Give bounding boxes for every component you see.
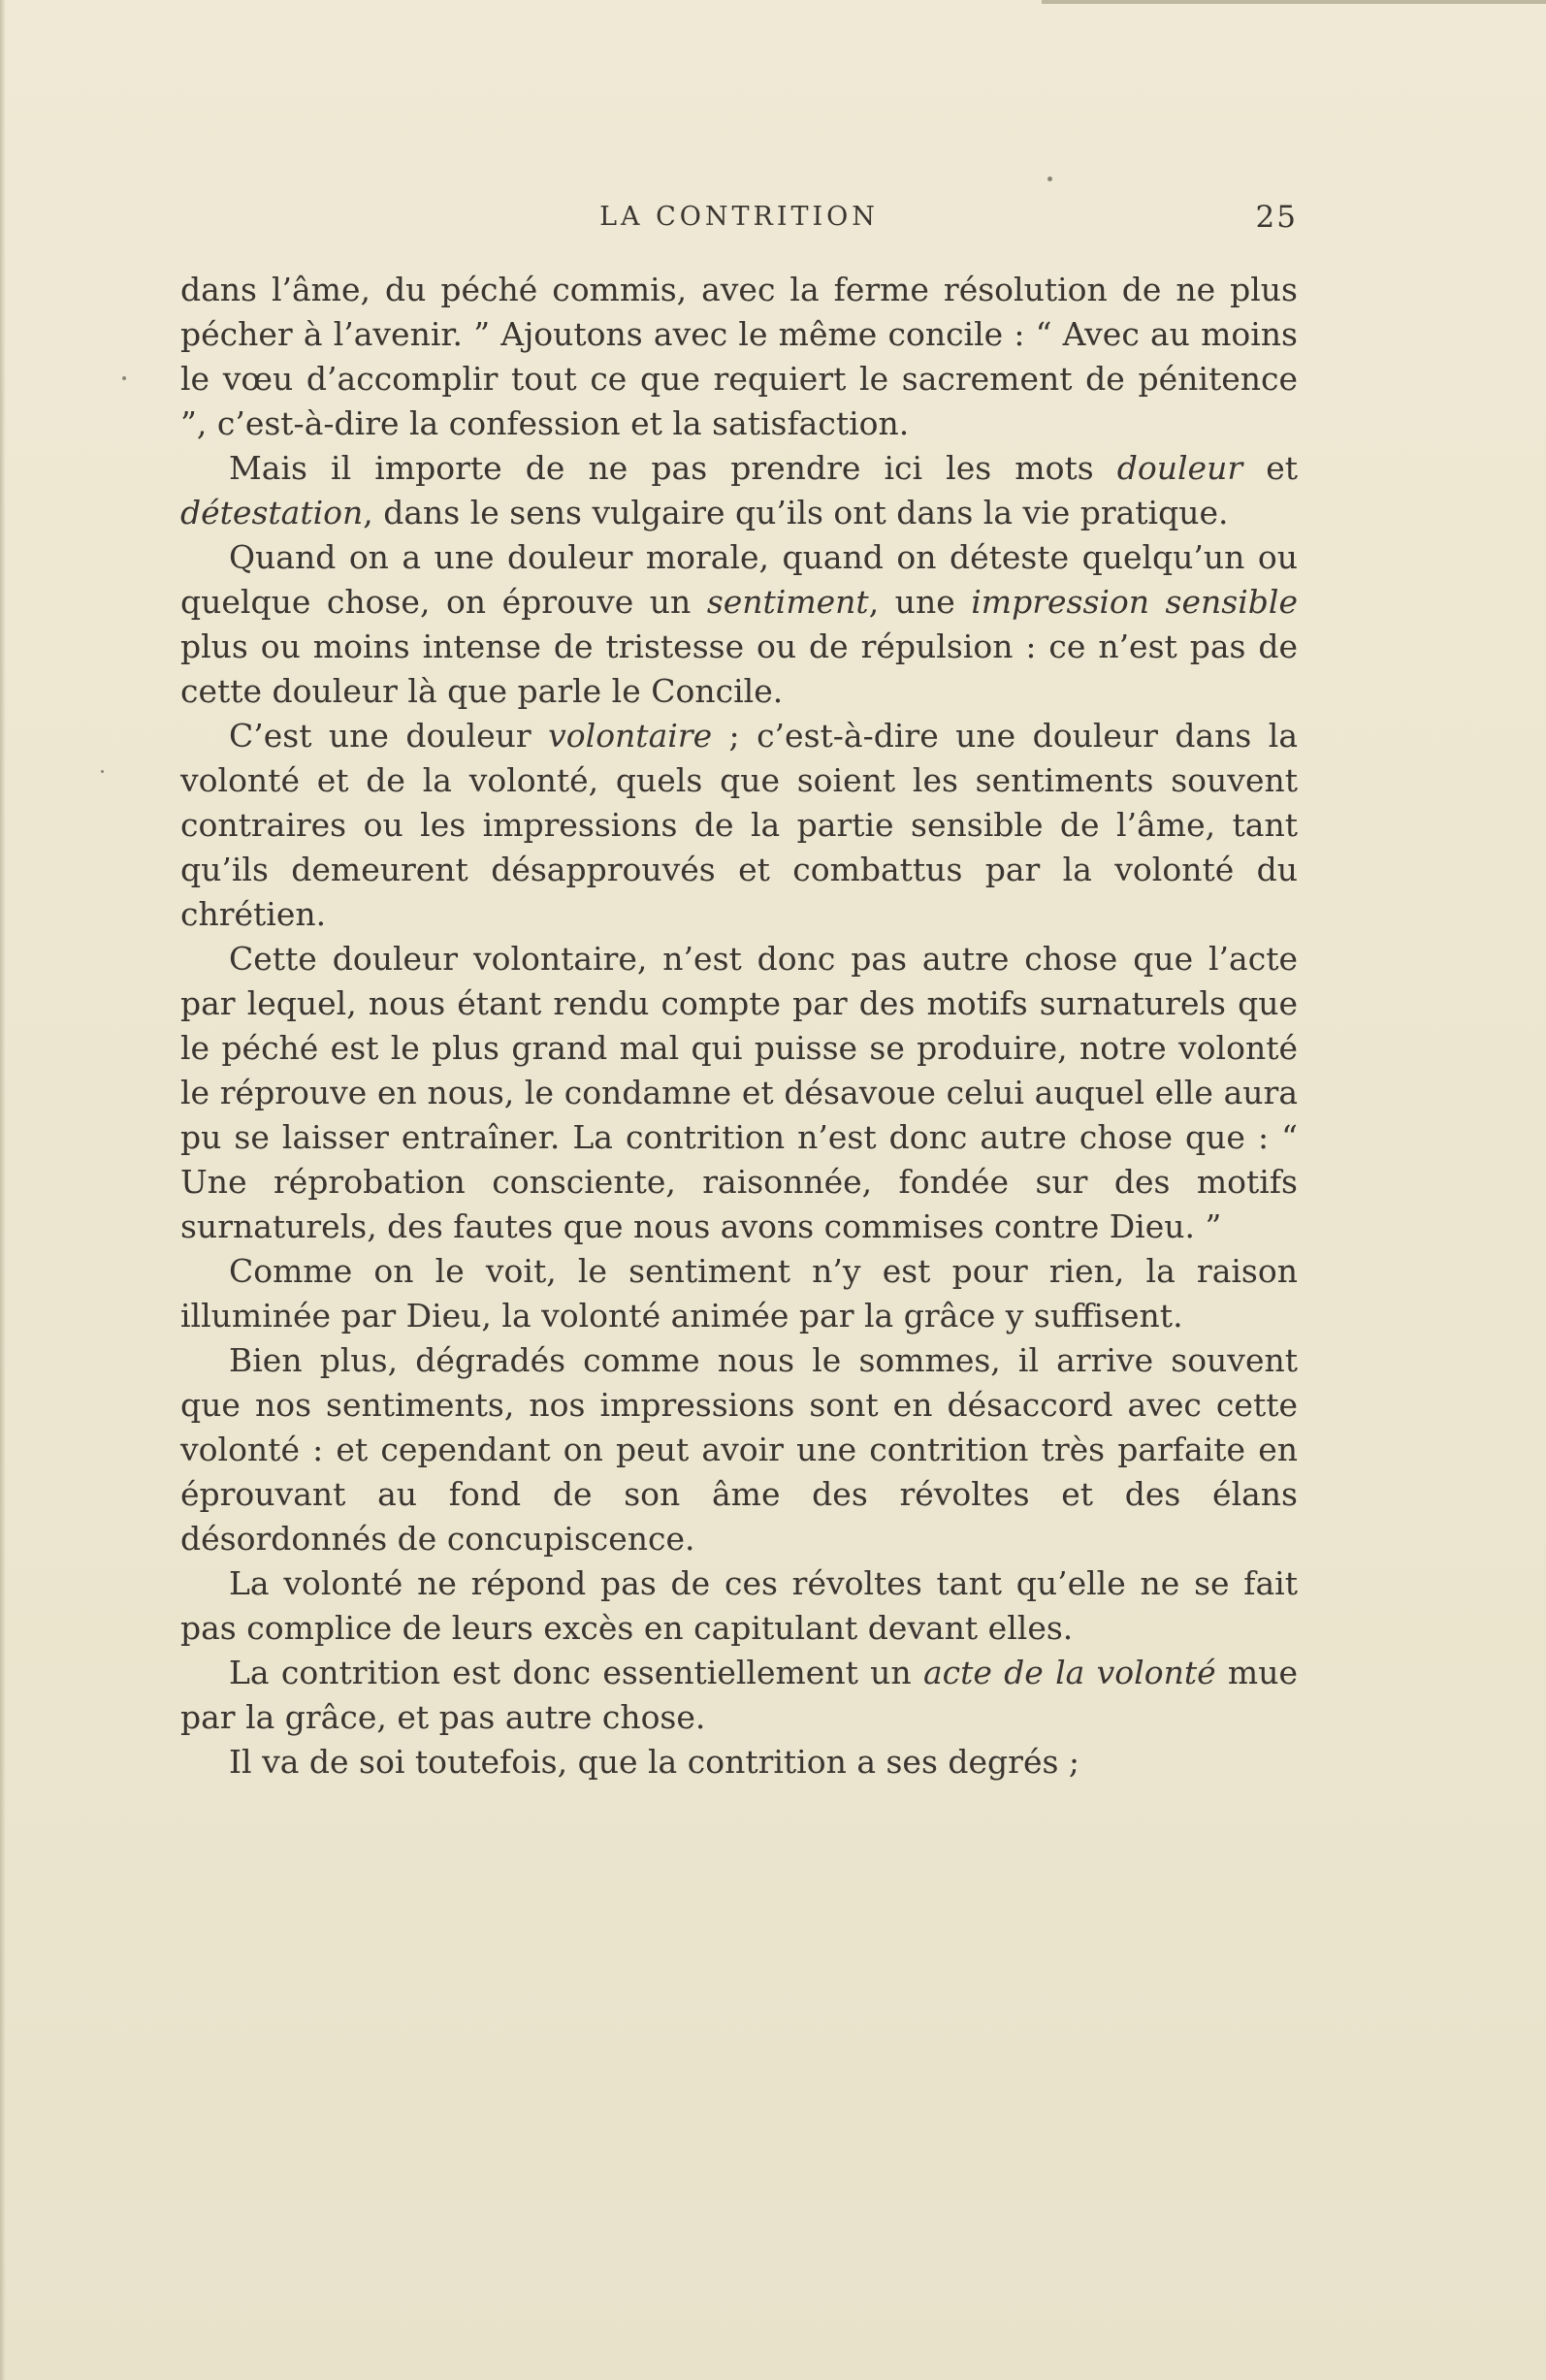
page-edge-shadow xyxy=(0,0,6,2380)
paper-speck xyxy=(1047,177,1052,181)
paragraph-10 xyxy=(180,1740,1298,1785)
text-run: C’est une douleur xyxy=(229,717,549,755)
running-title: LA CONTRITION xyxy=(599,202,879,232)
paragraph-3 xyxy=(180,535,1298,714)
text-run: plus ou moins intense de tristesse ou de répulsion : ce n’est pas de cette douleur là que parle le Concile. xyxy=(180,627,1298,710)
text-run: Quand on a une douleur morale, quand on déteste quelqu’un ou quelque chose, on éprouve un xyxy=(180,538,1298,621)
paragraph-9 xyxy=(180,1651,1298,1740)
paragraph-2 xyxy=(180,446,1298,535)
paragraph-7 xyxy=(180,1338,1298,1561)
text-run: Cette douleur volontaire, n’est donc pas autre chose que l’acte par lequel, nous étant rendu compte par des motifs surnaturels que le péché est le plus grand mal qui puisse se produire, notre volonté le réprouve en nous, le condamne et désavoue celui auquel elle aura pu se laisser entraîner. La contrition n’est donc autre chose que : “ Une réprobation consciente, raisonnée, fondée sur des motifs surnaturels, des fautes que nous avons commises contre Dieu. ” xyxy=(180,940,1298,1245)
paragraph-8 xyxy=(180,1561,1298,1651)
italic-term: détestation xyxy=(180,494,364,531)
text-run: Il va de soi toutefois, que la contrition a ses degrés ; xyxy=(229,1743,1080,1781)
paragraph-1 xyxy=(180,268,1298,446)
text-run: dans l’âme, du péché commis, avec la ferme résolution de ne plus pécher à l’avenir. ” Ajoutons avec le même concile : “ Avec au moins le vœu d’accomplir tout ce que requiert le sacrement de pénitence ”, c’est-à-dire la confession et la satisfaction. xyxy=(180,271,1298,442)
text-run: , dans le sens vulgaire qu’ils ont dans la vie pratique. xyxy=(363,494,1229,531)
text-run: et xyxy=(1242,449,1299,487)
text-run: , une xyxy=(868,583,972,621)
text-run: La volonté ne répond pas de ces révoltes tant qu’elle ne se fait pas complice de leurs excès en capitulant devant elles. xyxy=(180,1564,1298,1647)
paper-speck xyxy=(101,770,104,773)
text-run: La contrition est donc essentiellement un xyxy=(229,1654,923,1691)
paragraph-4 xyxy=(180,714,1298,937)
italic-term: sentiment xyxy=(706,583,869,621)
text-run: mue par la grâce, et pas autre chose. xyxy=(180,1654,1298,1736)
page-header xyxy=(180,202,1298,244)
paragraph-5 xyxy=(180,937,1298,1249)
italic-term: acte de la volonté xyxy=(922,1654,1216,1691)
paragraph-6 xyxy=(180,1249,1298,1338)
text-run: ; c’est-à-dire une douleur dans la volonté et de la volonté, quels que soient les sentiments souvent contraires ou les impressions de la partie sensible de l’âme, tant qu’ils demeurent désapprouvés et combattus par la volonté du chrétien. xyxy=(180,717,1299,933)
text-run: Mais il importe de ne pas prendre ici les mots xyxy=(229,449,1117,487)
italic-term: volontaire xyxy=(548,717,713,755)
text-run: Bien plus, dégradés comme nous le sommes, il arrive souvent que nos sentiments, nos impressions sont en désaccord avec cette volonté : et cependant on peut avoir une contrition très parfaite en éprouvant au fond de son âme des révoltes et des élans désordonnés de concupiscence. xyxy=(180,1341,1298,1558)
body-text xyxy=(180,268,1298,1785)
paper-speck xyxy=(122,376,126,380)
italic-term: douleur xyxy=(1116,449,1243,487)
text-run: Comme on le voit, le sentiment n’y est pour rien, la raison illuminée par Dieu, la volonté animée par la grâce y suffisent. xyxy=(180,1252,1298,1335)
page-number: 25 xyxy=(1255,200,1298,235)
italic-term: impression sensible xyxy=(971,583,1298,621)
page-top-edge xyxy=(1042,0,1546,4)
